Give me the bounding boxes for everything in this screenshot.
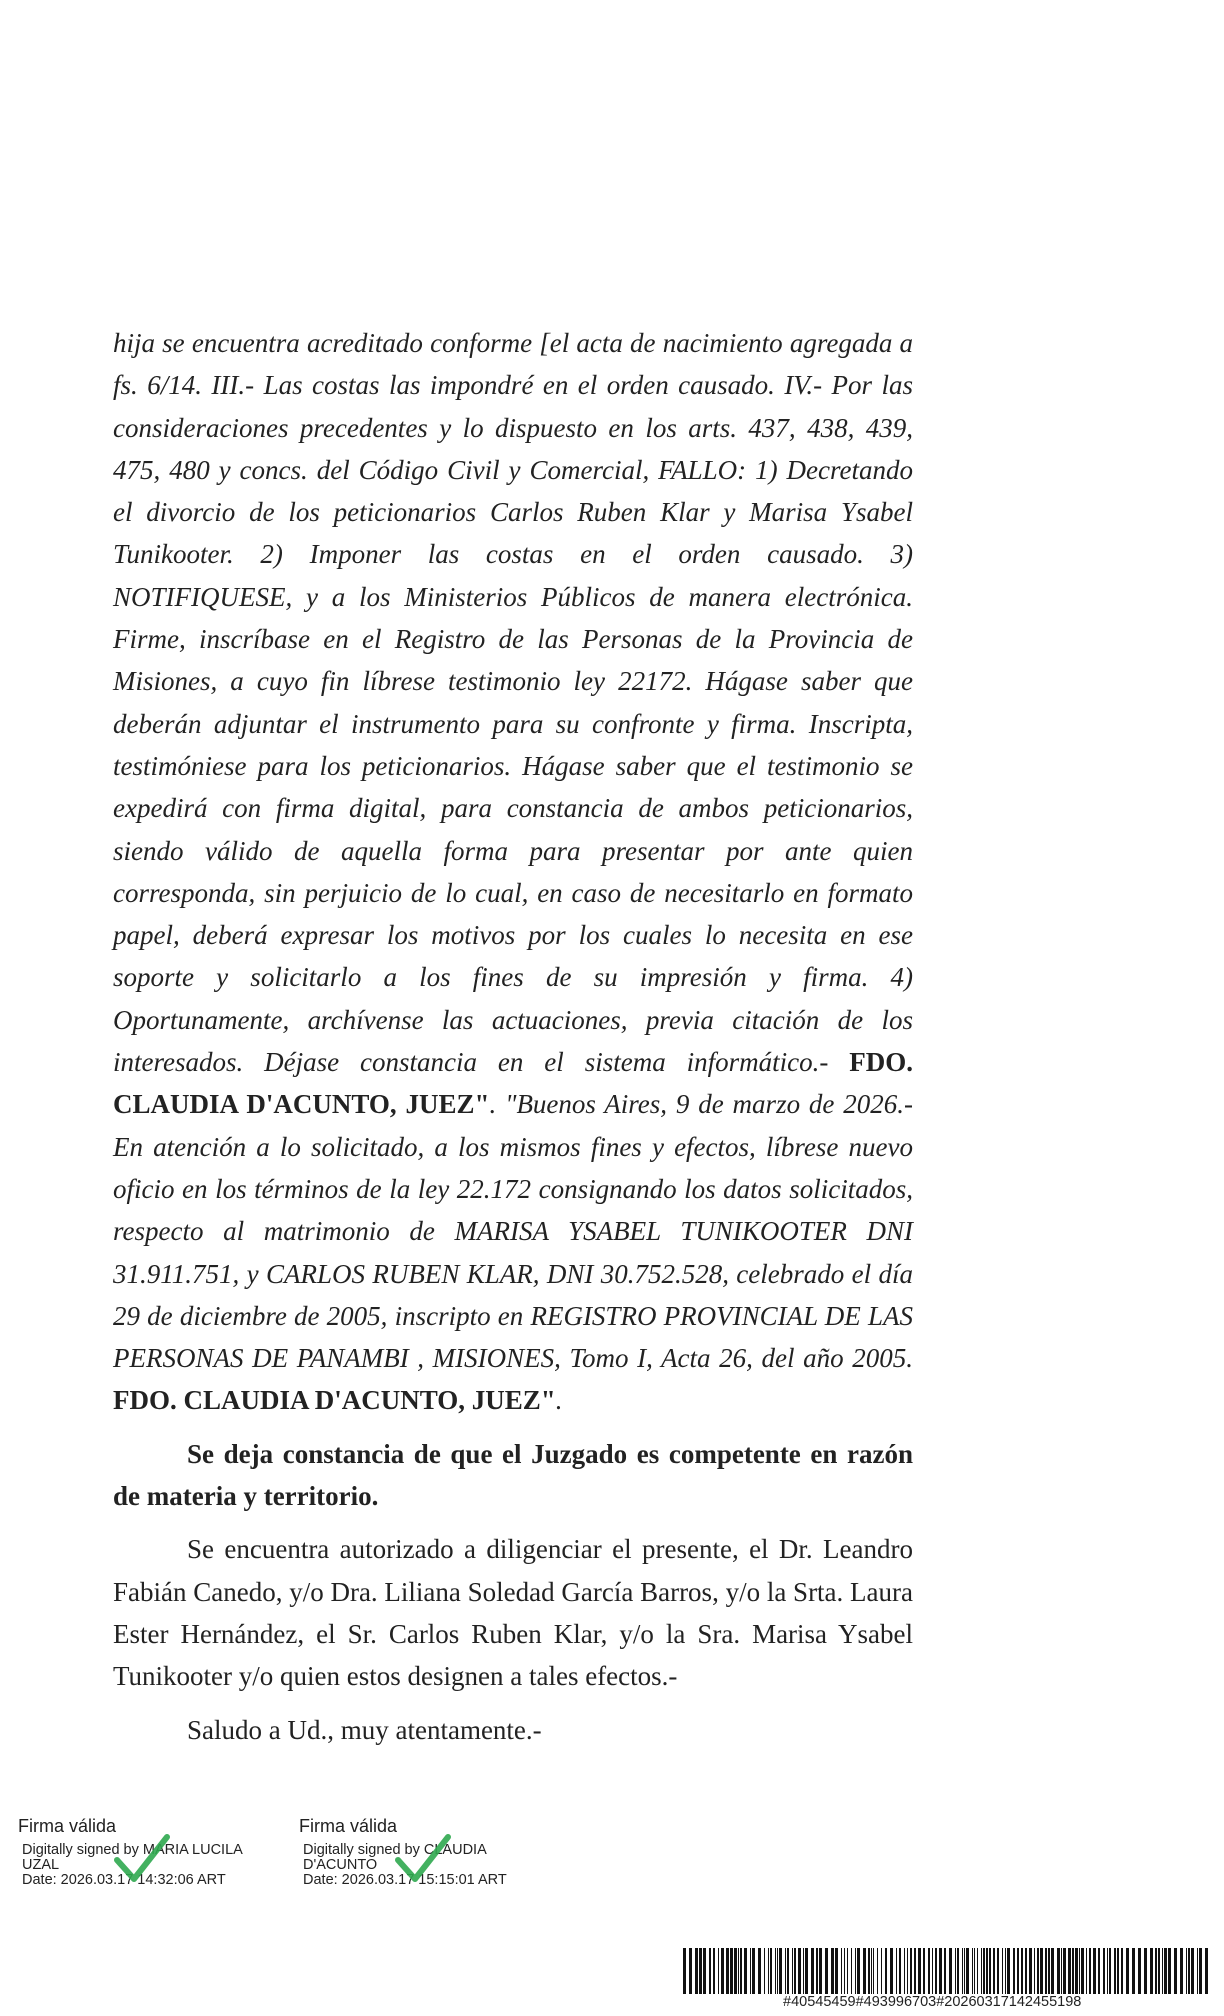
- signature-valid-label: Firma válida: [299, 1816, 398, 1836]
- paragraph-competence: Se deja constancia de que el Juzgado es competente en razón de materia y territorio.: [113, 1438, 913, 1512]
- signature-signer: Digitally signed by MARIA LUCILA: [22, 1842, 243, 1858]
- signature-valid-label: Firma válida: [18, 1816, 117, 1836]
- checkmark-icon: [395, 1833, 451, 1883]
- digital-signature-1: [18, 1815, 288, 1888]
- signature-date: Date: 2026.03.17 15:15:01 ART: [303, 1872, 507, 1888]
- paragraph-authorized: Se encuentra autorizado a diligenciar el presente, el Dr. Leandro Fabián Canedo, y/o Dra. Liliana Soledad García Barros, y/o la Srta. Laura Ester Hernández, el Sr. Carlos Ruben Klar, y/o la Sra. Marisa Ysabel Tunikooter y/o quien estos designen a tales efectos.-: [113, 1534, 913, 1692]
- document-body: [113, 322, 913, 1751]
- resolution-text-2: . "Buenos Aires, 9 de marzo de 2026.- En atención a lo solicitado, a los mismos fines y efectos, líbrese nuevo oficio en los términos de la ley 22.172 consignando los datos solicitados, respecto al matrimonio de MARISA YSABEL TUNIKOOTER DNI 31.911.751, y CARLOS RUBEN KLAR, DNI 30.752.528, celebrado el día 29 de diciembre de 2005, inscripto en REGISTRO PROVINCIAL DE LAS PERSONAS DE PANAMBI , MISIONES, Tomo I, Acta 26, del año 2005.: [113, 1089, 914, 1374]
- signature-date: Date: 2026.03.17 14:32:06 ART: [22, 1872, 226, 1888]
- signature-signer-cont: D'ACUNTO: [303, 1857, 378, 1873]
- barcode-number: #40545459#493996703#20260317142455198: [783, 1994, 1082, 2010]
- resolution-text: hija se encuentra acreditado conforme [el acta de nacimiento agregada a fs. 6/14. III.- Las costas las impondré en el orden causado. IV.- Por las consideraciones precedentes y lo dispuesto en los arts. 437, 438, 439, 475, 480 y concs. del Código Civil y Comercial, FALLO: 1) Decretando el divorcio de los peticionarios Carlos Ruben Klar y Marisa Ysabel Tunikooter. 2) Imponer las costas en el orden causado. 3) NOTIFIQUESE, y a los Ministerios Públicos de manera electrónica. Firme, inscríbase en el Registro de las Personas de la Provincia de Misiones, a cuyo fin líbrese testimonio ley 22172. Hágase saber que deberán adjuntar el instrumento para su confronte y firma. Inscripta, testimóniese para los peticionarios. Hágase saber que el testimonio se expedirá con firma digital, para constancia de ambos peticionarios, siendo válido de aquella forma para presentar por ante quien corresponda, sin perjuicio de lo cual, en caso de necesitarlo en formato papel, deberá expresar los motivos por los cuales lo necesita en ese soporte y solicitarlo a los fines de su impresión y firma. 4) Oportunamente, archívense las actuaciones, previa citación de los interesados. Déjase constancia en el sistema informático.-: [113, 328, 913, 1078]
- barcode: [683, 1948, 1213, 1994]
- paragraph-greeting: Saludo a Ud., muy atentamente.-: [187, 1714, 542, 1745]
- digital-signature-2: [299, 1815, 569, 1888]
- resolution-end: .: [555, 1385, 563, 1416]
- signature-signer-cont: UZAL: [22, 1857, 60, 1873]
- signature-signer: Digitally signed by CLAUDIA: [303, 1842, 487, 1858]
- judge-signature-1: FDO. CLAUDIA D'ACUNTO, JUEZ": [113, 1047, 913, 1120]
- checkmark-icon: [114, 1833, 170, 1883]
- paragraph-resolution: [113, 322, 913, 1422]
- judge-signature-2: FDO. CLAUDIA D'ACUNTO, JUEZ": [113, 1385, 556, 1416]
